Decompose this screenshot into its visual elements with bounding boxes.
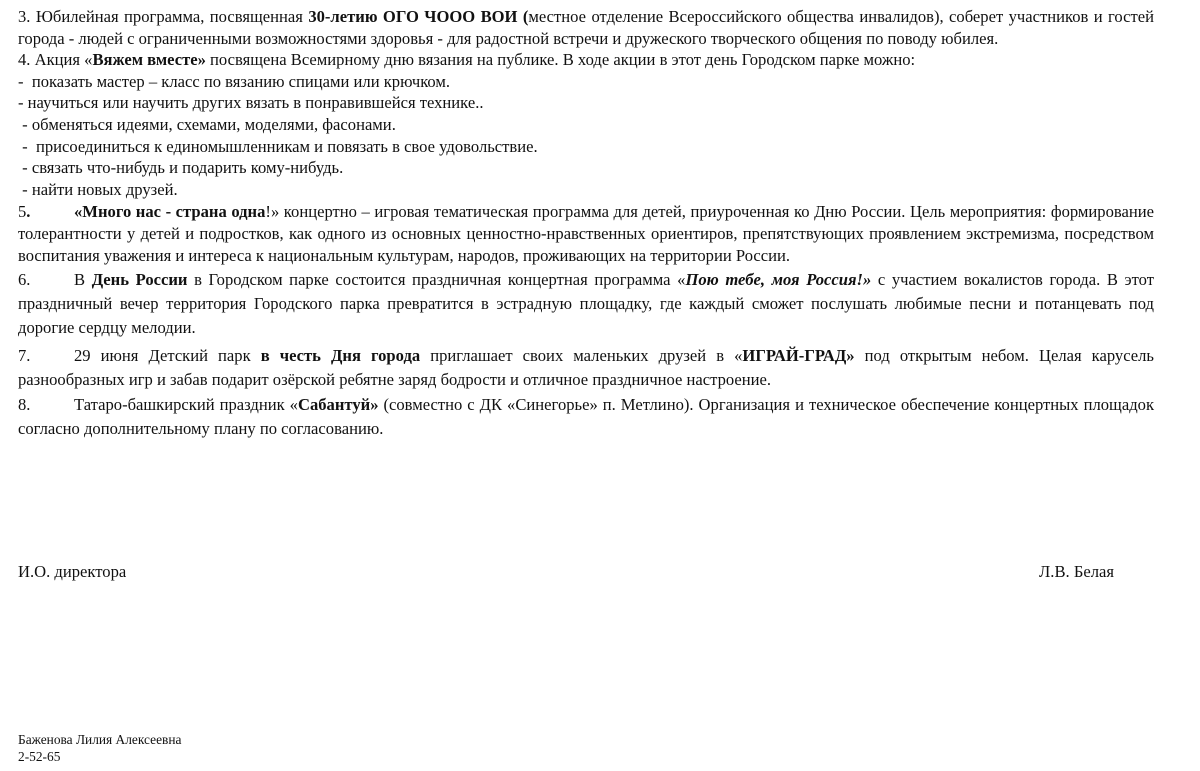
p6-bold: День России: [91, 270, 188, 290]
p7-text-c: приглашает своих маленьких друзей в «: [420, 346, 743, 366]
footer-phone: 2-52-65: [18, 748, 61, 764]
list-item: - связать что-нибудь и подарить кому-нибудь.: [18, 158, 344, 178]
footer-contact: [18, 732, 181, 765]
footer-author: Баженова Лилия Алексеевна: [18, 732, 182, 747]
p4-text-start: 4. Акция «: [18, 50, 93, 70]
p8-text-c: (совместно с ДК «Синегорье» п. Метлино). Организация и техническое обеспечение концертных площадок согласно дополнительному плану по согласованию.: [18, 395, 1155, 439]
p5-number: [18, 201, 74, 223]
paragraph-8: [18, 393, 1154, 441]
p8-bold: Сабантуй»: [297, 395, 379, 415]
paragraph-3: [18, 6, 1154, 49]
paragraph-6: [18, 268, 1154, 340]
p7-text-e: под открытым небом. Целая карусель разнообразных игр и забав подарит озёрской ребятне заряд бодрости и отличное праздничное настроение.: [18, 346, 1154, 390]
signature-name: Л.В. Белая: [1039, 562, 1114, 581]
p3-bold: 30-летию ОГО ЧООО ВОИ (: [308, 7, 529, 26]
p6-number: 6.: [18, 270, 31, 290]
list-item: - обменяться идеями, схемами, моделями, фасонами.: [18, 114, 396, 134]
p6-text-a: В: [74, 270, 92, 290]
signature-position: И.О. директора: [18, 562, 127, 581]
p5-text: !» концертно – игровая тематическая программа для детей, приуроченная ко Дню России. Цель мероприятия: формирование толерантности у детей и подростков, как одного из основных ценностно-нравственных ориентиров, препятствующих проявлением экстремизма, посредством воспитания уважения и интереса к национальным культурам, народов, проживающих на территории России.: [18, 202, 1154, 265]
p4-bold: Вяжем вместе»: [92, 50, 206, 70]
p6-text-e: с участием вокалистов города. В этот праздничный вечер территория Городского парка превратится в эстрадную площадку, где каждый сможет послушать любимые песни и потанцевать под дорогие сердцу мелодии.: [18, 270, 1155, 338]
p8-text-a: Татаро-башкирский праздник «: [74, 395, 298, 415]
document-body: [18, 6, 1154, 441]
p7-bold-2: ИГРАЙ-ГРАД»: [742, 346, 855, 366]
p8-number: 8.: [18, 395, 31, 415]
p4-text-end: посвящена Всемирному дню вязания на публике. В ходе акции в этот день Городском парке можно:: [205, 50, 916, 70]
paragraph-7: [18, 344, 1154, 392]
knitting-list: [18, 71, 1154, 201]
p6-bold-italic: Пою тебе, моя Россия!»: [685, 270, 872, 290]
list-item: - показать мастер – класс по вязанию спицами или крючком.: [18, 71, 451, 91]
p3-text-start: 3. Юбилейная программа, посвященная: [18, 7, 309, 26]
p7-bold: в честь Дня города: [260, 346, 421, 366]
p3-text-end: местное отделение Всероссийского общества инвалидов), соберет участников и гостей города - людей с ограниченными возможностями здоровья - для радостной встречи и дружеского творческого общения по поводу юбилея.: [18, 7, 1155, 48]
p5-bold: «Много нас - страна одна: [74, 202, 266, 222]
p6-text-c: в Городском парке состоится праздничная концертная программа «: [187, 270, 686, 290]
p5-number-digit: 5: [18, 202, 27, 222]
p5-number-dot: .: [26, 202, 31, 222]
list-item: - присоединиться к единомышленникам и повязать в свое удовольствие.: [18, 136, 538, 156]
paragraph-4: [18, 49, 1154, 71]
p7-text-a: 29 июня Детский парк: [74, 346, 261, 366]
list-item: - научиться или научить других вязать в понравившейся технике..: [18, 93, 484, 113]
paragraph-5: [18, 201, 1154, 266]
p7-number: 7.: [18, 346, 31, 366]
list-item: - найти новых друзей.: [18, 179, 178, 199]
